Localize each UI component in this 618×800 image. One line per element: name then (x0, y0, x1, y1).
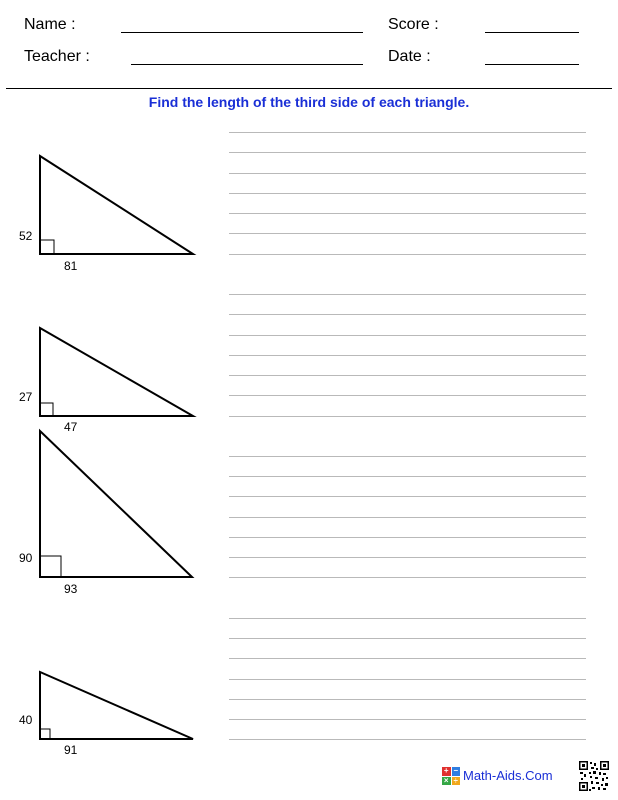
instructions: Find the length of the third side of each triangle. (148, 94, 470, 110)
right-triangle-3 (40, 431, 192, 577)
vertical-leg-label-3: 90 (19, 551, 33, 565)
date-label: Date : (388, 48, 431, 65)
work-line (229, 193, 586, 194)
work-line (229, 537, 586, 538)
math-aids-logo-icon: + − × ÷ (443, 766, 459, 785)
work-line (229, 679, 586, 680)
right-angle-marker-4 (40, 729, 50, 739)
work-line (229, 213, 586, 214)
work-line (229, 456, 586, 457)
work-line (229, 557, 586, 558)
right-angle-marker-1 (40, 240, 54, 254)
score-label: Score : (388, 16, 439, 33)
work-line (229, 496, 586, 497)
work-line (229, 719, 586, 720)
triangle-problem-3 (19, 431, 192, 596)
work-line (229, 173, 586, 174)
name-label: Name : (24, 16, 76, 33)
triangle-problem-1 (19, 156, 193, 273)
work-line (229, 618, 586, 619)
right-triangle-1 (40, 156, 193, 254)
horizontal-leg-label-1: 81 (64, 259, 78, 273)
work-line (229, 577, 586, 578)
right-angle-marker-2 (40, 403, 53, 416)
work-line (229, 476, 586, 477)
triangle-problem-2 (19, 328, 193, 434)
vertical-leg-label-4: 40 (19, 713, 33, 727)
teacher-label: Teacher : (24, 48, 90, 65)
work-line (229, 314, 586, 315)
work-line (229, 375, 586, 376)
work-line (229, 132, 586, 133)
work-line (229, 699, 586, 700)
horizontal-leg-label-4: 91 (64, 743, 78, 757)
work-line (229, 335, 586, 336)
qr-code-icon (578, 760, 610, 792)
triangle-problem-4 (19, 672, 193, 757)
work-line (229, 395, 586, 396)
work-line (229, 416, 586, 417)
horizontal-leg-label-3: 93 (64, 582, 78, 596)
right-triangle-4 (40, 672, 193, 739)
vertical-leg-label-1: 52 (19, 229, 33, 243)
work-line (229, 638, 586, 639)
horizontal-leg-label-2: 47 (64, 420, 78, 434)
work-line (229, 152, 586, 153)
work-line (229, 658, 586, 659)
work-line (229, 294, 586, 295)
work-line (229, 233, 586, 234)
vertical-leg-label-2: 27 (19, 390, 33, 404)
work-line (229, 517, 586, 518)
footer-brand[interactable]: Math-Aids.Com (463, 768, 553, 783)
work-line (229, 254, 586, 255)
work-line (229, 355, 586, 356)
right-angle-marker-3 (40, 556, 61, 577)
right-triangle-2 (40, 328, 193, 416)
work-line (229, 739, 586, 740)
